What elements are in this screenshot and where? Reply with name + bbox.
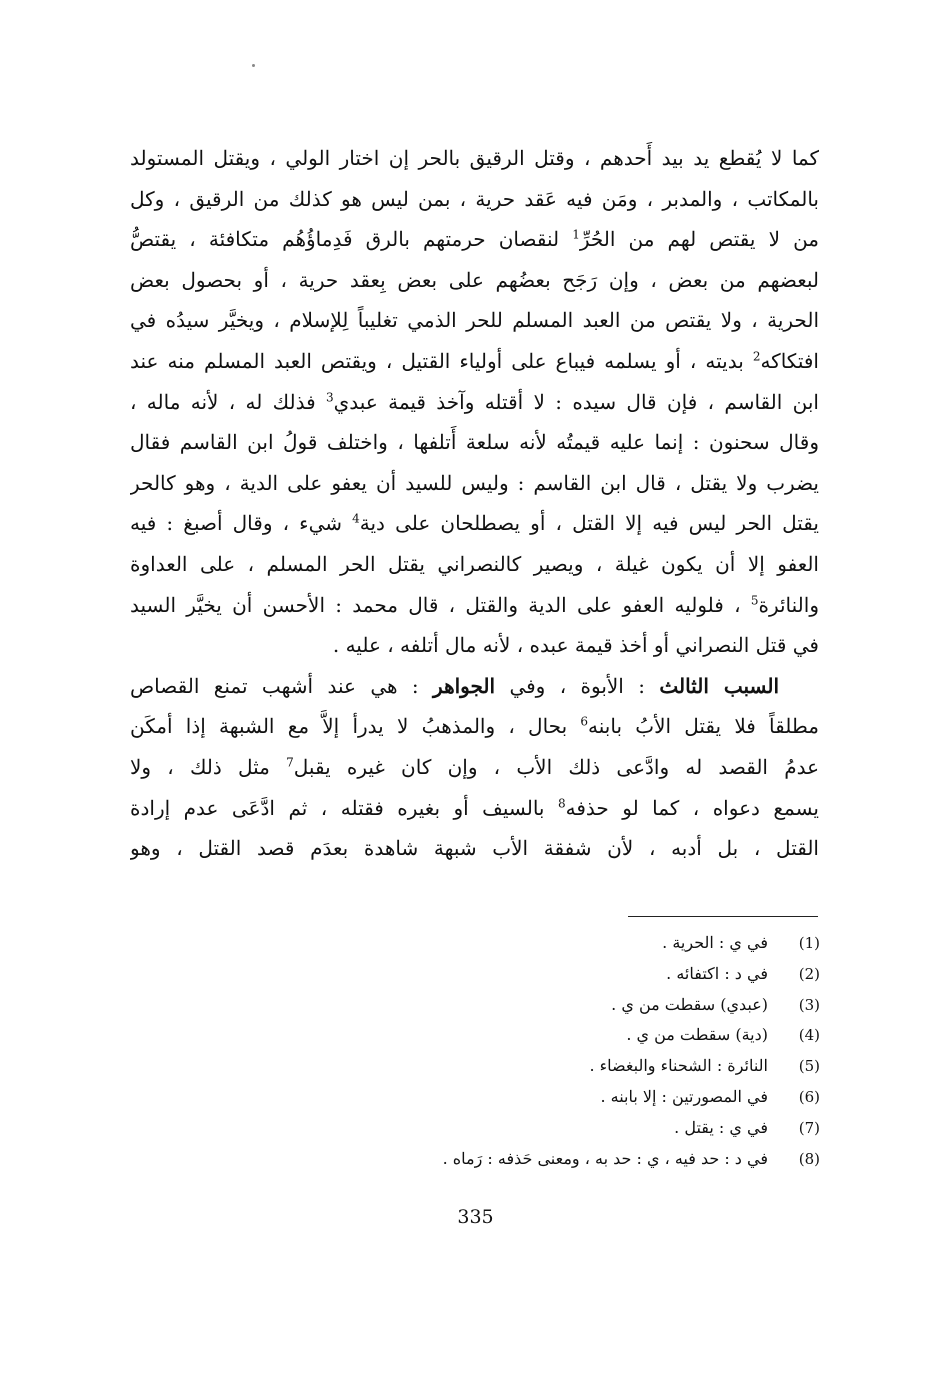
source-title: الجواهر — [433, 673, 496, 698]
text-segment: بحال ، والمذهبُ لا يدرأ إلاَّ مع الشبهة إذا أمكَن — [130, 714, 568, 739]
text-segment: عدمُ القصد له وادَّعى ذلك الأب ، وإن كان غيره يقبل — [293, 754, 819, 779]
text-line — [130, 585, 819, 626]
footnote-text: في د : اكتفائه . — [666, 963, 768, 983]
footnote — [380, 1020, 820, 1051]
text-line — [130, 747, 819, 788]
footnote-text: في المصورتين : إلا بابنه . — [600, 1086, 768, 1106]
footnote-ref: 1 — [572, 227, 580, 242]
text-line — [130, 219, 819, 260]
text-line — [130, 706, 819, 747]
footnote-number: (7) — [798, 1118, 820, 1137]
text-segment: بديته ، أو يسلمه فيباع على أولياء القتيل ، ويقتص العبد المسلم منه عند — [130, 348, 744, 373]
text-segment: يسمع دعواه ، كما لو حذفه — [565, 795, 819, 820]
text-line: لبعضهم من بعض ، وإن رَجَح بعضُهم على بعض بِعقد حرية ، أو بحصول بعض — [130, 267, 819, 292]
footnote-text: في د : حد فيه ، ي : حد به ، ومعنى حَذفه : رَماه . — [442, 1148, 768, 1168]
footnote-ref: 6 — [580, 714, 589, 729]
footnote-ref: 4 — [352, 511, 360, 526]
footnote-number: (6) — [798, 1087, 820, 1106]
text-segment: ، فلوليه العفو على الدية والقتل ، قال محمد : الأحسن أن يخيَّر السيد — [130, 592, 741, 617]
text-line — [130, 666, 819, 707]
text-line: بالمكاتب ، والمدبر ، ومَن فيه عَقد حرية ، بمن ليس هو كذلك من الرقيق ، وكل — [130, 186, 819, 211]
footnote-number: (3) — [798, 995, 820, 1014]
footnotes — [380, 928, 820, 1174]
text-segment: من لا يقتص لهم من الحُرِّ — [579, 227, 819, 252]
text-line — [130, 788, 819, 829]
footnote-number: (8) — [798, 1149, 820, 1168]
page-number: 335 — [457, 1206, 494, 1228]
text-line: الحرية ، ولا يقتص من العبد المسلم للحر الذمي تغليباً لِلإسلام ، ويخيَّر سيدُه في — [130, 308, 819, 333]
footnote — [380, 1144, 820, 1175]
footnote-text: (دية) سقطت من ي . — [626, 1025, 768, 1045]
text-segment: بالسيف أو بغيره فقتله ، ثم ادَّعَى عدم إرادة — [130, 795, 545, 820]
footnote — [380, 1082, 820, 1113]
text-line: في قتل النصراني أو أخذ قيمة عبده ، لأنه مال أتلفه ، عليه . — [332, 633, 819, 658]
footnote — [380, 1113, 820, 1144]
footnote — [380, 959, 820, 990]
text-segment: : الأبوة ، وفي — [509, 673, 645, 698]
body-text — [130, 138, 819, 869]
footnote-text: (عبدي) سقطت من ي . — [611, 994, 768, 1014]
text-segment: : هي عند أشهب تمنع القصاص — [130, 673, 419, 698]
scan-speck — [252, 64, 255, 67]
footnote-number: (5) — [798, 1057, 820, 1076]
text-segment: لنقصان حرمتهم بالرق فَدِماؤُهُم متكافئة ، يقتصُّ — [130, 227, 560, 252]
footnote-text: في ي : يقتل . — [674, 1117, 768, 1137]
text-segment: ابن القاسم ، فإن قال سيده : لا أقتله وآخذ قيمة عبدي — [333, 389, 819, 414]
text-line: وقال سحنون : إنما عليه قيمتُه لأنه سلعة أَتلفها ، واختلف قولُ ابن القاسم فقال — [130, 430, 819, 455]
text-line: كما لا يُقطع يد بيد أَحدهم ، وقتل الرقيق بالحر إن اختار الولي ، ويقتل المستولد — [130, 146, 819, 170]
text-segment: والنائرة — [758, 592, 819, 617]
text-line — [130, 503, 819, 544]
text-segment: افتكاكه — [760, 348, 819, 373]
text-segment: فذلك له ، لأنه ماله ، — [130, 389, 316, 414]
footnote-divider — [628, 916, 818, 917]
footnote-number: (4) — [798, 1026, 820, 1045]
footnote-ref: 8 — [557, 795, 566, 810]
text-line: القتل ، بل أدبه ، لأن شفقة الأب شبهة شاهدة بعدَم قصد القتل ، وهو — [130, 836, 819, 861]
text-line — [130, 341, 819, 382]
text-segment: مطلقاً فلا يقتل الأبُ بابنه — [588, 714, 819, 739]
footnote-ref: 2 — [752, 349, 761, 364]
text-line: يضرب ولا يقتل ، قال ابن القاسم : وليس للسيد أن يعفو على الدية ، وهو كالحر — [130, 470, 819, 495]
text-line: العفو إلا أن يكون غيلة ، ويصير كالنصراني يقتل الحر المسلم ، على العداوة — [130, 551, 819, 576]
text-segment: مثل ذلك ، ولا — [130, 754, 270, 779]
footnote-number: (2) — [798, 964, 820, 983]
text-segment: يقتل الحر ليس فيه إلا القتل ، أو يصطلحان على دية — [359, 511, 819, 536]
footnote-text: النائرة : الشحناء والبغضاء . — [589, 1056, 768, 1076]
footnote-text: في ي : الحرية . — [662, 933, 768, 952]
footnote — [380, 1051, 820, 1082]
footnote — [380, 928, 820, 959]
footnote — [380, 990, 820, 1021]
text-line — [130, 382, 819, 423]
footnote-ref: 3 — [326, 389, 334, 404]
footnote-ref: 5 — [750, 592, 759, 607]
section-heading: السبب الثالث — [659, 673, 780, 698]
text-segment: شيء ، وقال أصبغ : فيه — [130, 511, 342, 536]
footnote-number: (1) — [798, 934, 820, 952]
footnote-ref: 7 — [286, 755, 294, 770]
